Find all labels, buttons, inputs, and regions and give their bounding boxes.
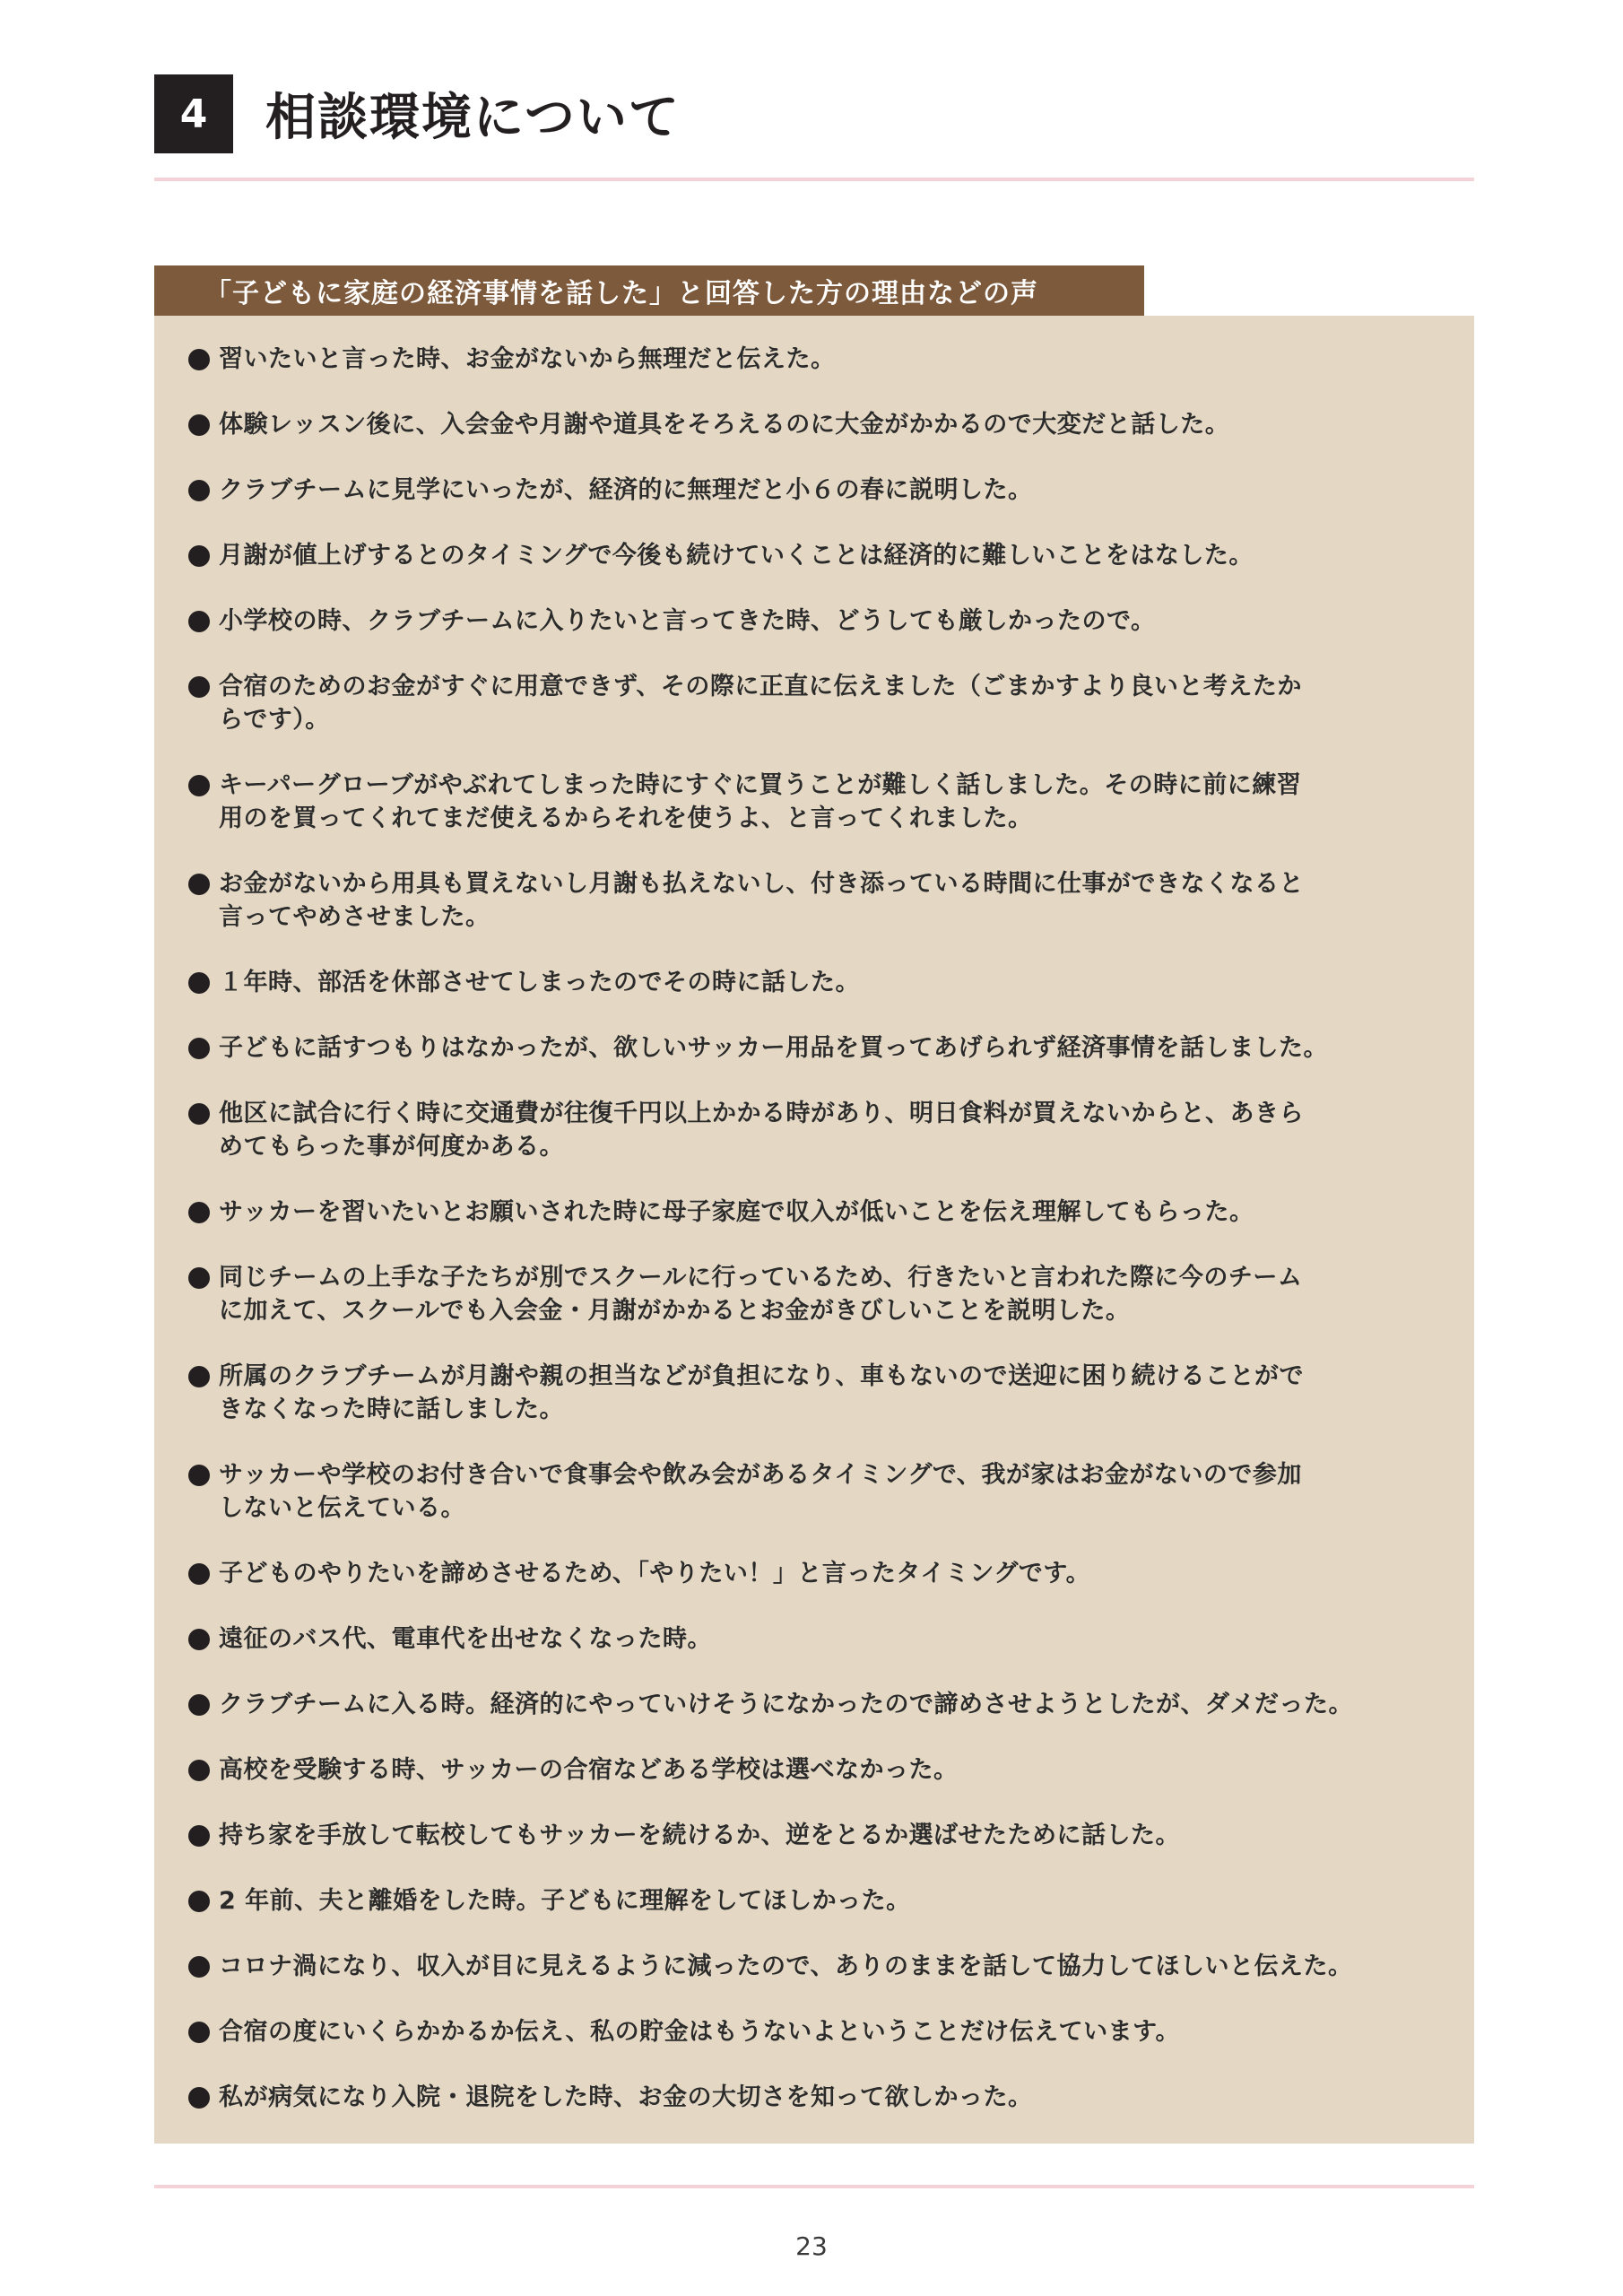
voice-item: [188, 604, 1444, 638]
voice-text: 習いたいと言った時、お金がないから無理だと伝えた。: [219, 345, 836, 373]
voice-text: 所属のクラブチームが月謝や親の担当などが負担になり、車もないので送迎に困り続けることがで きなくなった時に話しました。: [219, 1362, 1304, 1423]
bullet-icon: [188, 1103, 210, 1125]
bullet-icon: [188, 1956, 210, 1978]
bullet-icon: [188, 2022, 210, 2043]
voice-item: [188, 2015, 1444, 2048]
bullet-icon: [188, 1891, 210, 1912]
voice-text: お金がないから用具も買えないし月謝も払えないし、付き添っている時間に仕事ができなくなると 言ってやめさせました。: [219, 870, 1304, 931]
voices-panel: [154, 316, 1474, 2144]
voice-text: 合宿の度にいくらかかるか伝え、私の貯金はもうないよということだけ伝えています。: [219, 2018, 1180, 2046]
bullet-icon: [188, 545, 210, 567]
voice-item: [188, 474, 1444, 507]
voice-item: [188, 1819, 1444, 1852]
voice-text: 同じチームの上手な子たちが別でスクールに行っているため、行きたいと言われた際に今のチーム に加えて、スクールでも入会金・月謝がかかるとお金がきびしいことを説明した。: [219, 1264, 1303, 1325]
voice-item: [188, 1884, 1444, 1918]
voice-item: [188, 1950, 1444, 1983]
bullet-icon: [188, 1825, 210, 1847]
voice-text: 月謝が値上げするとのタイミングで今後も続けていくことは経済的に難しいことをはなした。: [219, 542, 1254, 570]
top-divider: [154, 178, 1474, 181]
bullet-icon: [188, 775, 210, 796]
voice-item: [188, 1622, 1444, 1656]
voice-item: [188, 1458, 1444, 1525]
voice-text: クラブチームに入る時。経済的にやっていけそうになかったので諦めさせようとしたが、ダメだった。: [219, 1691, 1353, 1718]
voice-item: [188, 343, 1444, 376]
bullet-icon: [188, 1465, 210, 1486]
voice-item: [188, 867, 1444, 934]
voice-text: コロナ渦になり、収入が目に見えるように減ったので、ありのままを話して協力してほしいと伝えた。: [219, 1952, 1353, 1980]
voice-text: キーパーグローブがやぶれてしまった時にすぐに買うことが難しく話しました。その時に前に練習 用のを買ってくれてまだ使えるからそれを使うよ、と言ってくれました。: [219, 771, 1302, 832]
voice-item: [188, 1261, 1444, 1327]
section-title: 相談環境について: [265, 89, 681, 147]
voice-text: 遠征のバス代、電車代を出せなくなった時。: [219, 1625, 712, 1653]
voice-item: [188, 1097, 1444, 1163]
voice-text: 高校を受験する時、サッカーの合宿などある学校は選べなかった。: [219, 1756, 959, 1784]
section-number-badge: 4: [154, 74, 233, 153]
voice-item: [188, 1557, 1444, 1590]
voices-header: 「子どもに家庭の経済事情を話した」と回答した方の理由などの声: [154, 265, 1144, 316]
bullet-icon: [188, 611, 210, 632]
bullet-icon: [188, 972, 210, 994]
voice-item: [188, 1196, 1444, 1229]
voice-text: 小学校の時、クラブチームに入りたいと言ってきた時、どうしても厳しかったので。: [219, 607, 1156, 635]
bullet-icon: [188, 1267, 210, 1289]
bullet-icon: [188, 1563, 210, 1585]
voice-item: [188, 769, 1444, 835]
voices-list: [154, 316, 1444, 2114]
bullet-icon: [188, 480, 210, 501]
voice-item: [188, 2081, 1444, 2114]
voice-item: [188, 1688, 1444, 1721]
voice-text: 2 年前、夫と離婚をした時。子どもに理解をしてほしかった。: [219, 1887, 911, 1915]
voice-item: [188, 1360, 1444, 1426]
bullet-icon: [188, 1038, 210, 1059]
voice-text: 他区に試合に行く時に交通費が往復千円以上かかる時があり、明日食料が買えないからと、あきら めてもらった事が何度かある。: [219, 1100, 1304, 1161]
bullet-icon: [188, 349, 210, 370]
voice-text: 子どもに話すつもりはなかったが、欲しいサッカー用品を買ってあげられず経済事情を話しました。: [219, 1034, 1328, 1062]
section-header: [154, 74, 681, 154]
voice-item: [188, 966, 1444, 999]
bullet-icon: [188, 1760, 210, 1781]
bottom-divider: [154, 2185, 1474, 2188]
bullet-icon: [188, 676, 210, 698]
voice-item: [188, 1031, 1444, 1065]
bullet-icon: [188, 1629, 210, 1650]
bullet-icon: [188, 1694, 210, 1716]
bullet-icon: [188, 1202, 210, 1223]
page-number: 23: [795, 2231, 828, 2261]
voice-item: [188, 408, 1444, 441]
voice-text: サッカーや学校のお付き合いで食事会や飲み会があるタイミングで、我が家はお金がないので参加 しないと伝えている。: [219, 1461, 1302, 1522]
voice-text: １年時、部活を休部させてしまったのでその時に話した。: [219, 969, 860, 996]
voice-text: 持ち家を手放して転校してもサッカーを続けるか、逆をとるか選ばせたために話した。: [219, 1822, 1180, 1849]
voice-text: 体験レッスン後に、入会金や月謝や道具をそろえるのに大金がかかるので大変だと話した。: [219, 411, 1230, 439]
voice-text: 私が病気になり入院・退院をした時、お金の大切さを知って欲しかった。: [219, 2083, 1033, 2111]
bullet-icon: [188, 414, 210, 436]
voice-text: 子どものやりたいを諦めさせるため、「やりたい！」と言ったタイミングです。: [219, 1560, 1091, 1587]
bullet-icon: [188, 874, 210, 895]
bullet-icon: [188, 1366, 210, 1387]
voice-item: [188, 539, 1444, 572]
voice-item: [188, 1753, 1444, 1787]
voice-text: クラブチームに見学にいったが、経済的に無理だと小６の春に説明した。: [219, 476, 1033, 504]
voice-item: [188, 670, 1444, 736]
voice-text: サッカーを習いたいとお願いされた時に母子家庭で収入が低いことを伝え理解してもらった。: [219, 1198, 1254, 1226]
bullet-icon: [188, 2087, 210, 2109]
voice-text: 合宿のためのお金がすぐに用意できず、その際に正直に伝えました（ごまかすより良いと考えたか らです）。: [219, 673, 1302, 734]
